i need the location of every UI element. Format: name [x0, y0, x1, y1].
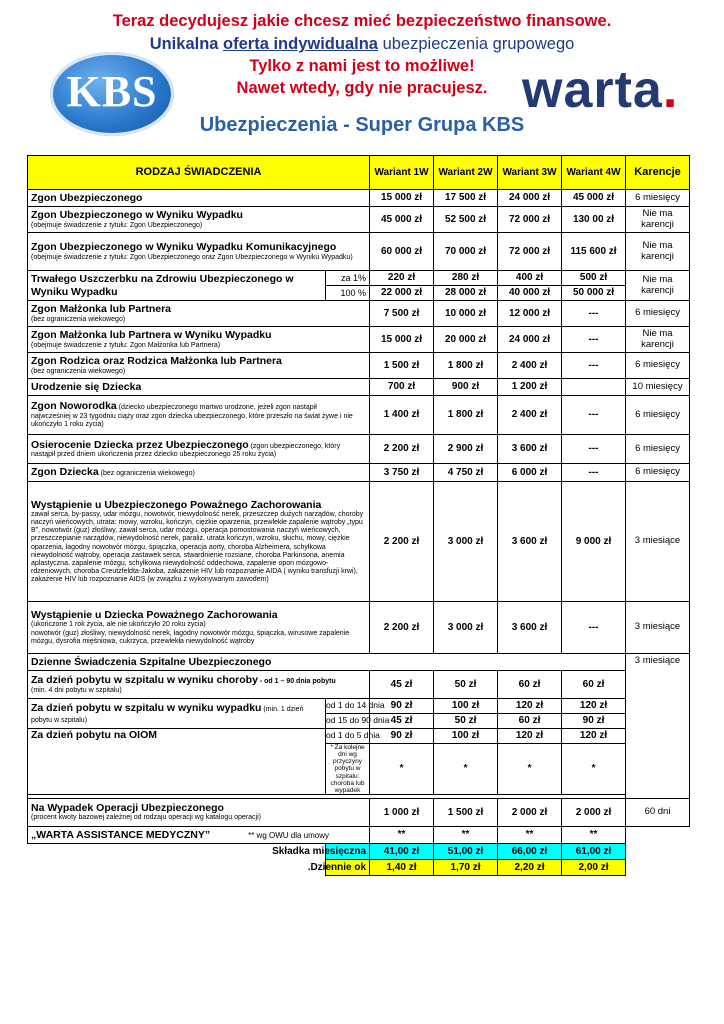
row-note: zawał serca, by-passy, udar mózgu, nowotwór, niewydolność nerek, przeszczep dużych narządów, choroby naczyń wieńcowych, utrata: mowy, wzroku, kończyn, ciężkie oparzenia, przewlekłe zapalenie wątroby „typu B”, nowotwór (guz) złośliwy, zawał serca, udar mózgu, operacja pomostowania naczyń wieńcowych, przeszczepianie narządów, niewydolność nerek, paraliż, utrata kończyn, wzroku, słuchu, mowy, ciężkie oparzenia, łagodny nowotwór mózgu, śpiączka, operacja aorty, choroba Alzheimera, schyłkowa niewydolność wątroby, operacja zastawek serca, stwardnienie rozsiane, choroba Parkinsona, anemia aplastyczna, zapalenie mózgu, schyłkowa niewydolność oddechowa, zapalenie opon mózgowo-rdzeniowych, choroba Creutzfeldta-Jakoba, zakażenie HIV lub rozpoznanie AIDA ( wyniku transfuzji krwi), zakażenie HIV lub rozpoznanie AIDS (w związku z wykonywanym zawodem): [31, 511, 364, 583]
row-title: Urodzenie się Dziecka: [31, 380, 142, 393]
cell-karencja: 10 miesięcy: [626, 379, 690, 396]
headline-3: Tylko z nami jest to możliwe!: [249, 57, 475, 75]
row-title: Trwałego Uszczerbku na Zdrowiu Ubezpieczonego w Wyniku Wypadku: [31, 272, 294, 298]
cell-karencja: 6 miesięcy: [626, 190, 690, 207]
row-title: Zgon Ubezpieczonego: [31, 191, 143, 204]
page-title: Ubezpieczenia - Super Grupa KBS: [199, 114, 525, 136]
cell-w1: 45 zł: [370, 714, 434, 729]
benefits-table: [27, 155, 690, 876]
cell-unit: 100 %: [326, 286, 370, 301]
row-note: (obejmuje świadczenie z tytułu: Zgon Małżonka lub Partnera): [31, 341, 221, 349]
cell-w1: 15 000 zł: [370, 190, 434, 207]
cell-w3: 40 000 zł: [498, 286, 562, 301]
kbs-logo-text: KBS: [66, 67, 158, 116]
row-label: [28, 271, 326, 301]
row-label: [28, 729, 326, 795]
row-label: [28, 464, 370, 482]
cell-w3: 120 zł: [498, 729, 562, 744]
table-row: [28, 233, 690, 271]
table-row: [28, 327, 690, 353]
table-row: [28, 301, 690, 327]
header-w1: Wariant 1W: [370, 156, 434, 190]
cell-w4: 45 000 zł: [562, 190, 626, 207]
row-label: [28, 435, 370, 464]
cell-w4: *: [562, 744, 626, 795]
row-title: Zgon Ubezpieczonego w Wyniku Wypadku: [31, 209, 243, 222]
cell-w2: 3 000 zł: [434, 482, 498, 602]
row-label: [28, 190, 370, 207]
row-label: [28, 482, 370, 602]
cell-w1: 3 750 zł: [370, 464, 434, 482]
row-note: nastąpił przed dniem ukończenia przez dziecko ubezpieczonego 25 roku życia): [31, 451, 277, 459]
cell-w3: 3 600 zł: [498, 482, 562, 602]
row-note: ** wg OWU dla umowy: [248, 830, 330, 840]
row-label: [28, 798, 370, 826]
row-title: „WARTA ASSISTANCE MEDYCZNY”: [31, 828, 211, 841]
cell-karencja: Nie ma karencji: [626, 271, 690, 301]
cell-unit: za 1%: [326, 271, 370, 286]
headline-2-b: oferta indywidualna: [223, 35, 378, 53]
cell-w3: 72 000 zł: [498, 207, 562, 233]
daily-label: Dziennie ok.: [326, 859, 370, 875]
cell-w4: 115 600 zł: [562, 233, 626, 271]
cell-w3: 2 000 zł: [498, 798, 562, 826]
cell-w4: ---: [562, 396, 626, 435]
cell-w3: 72 000 zł: [498, 233, 562, 271]
row-title: Zgon Noworodka: [31, 400, 117, 413]
cell-period: od 15 do 90 dnia: [326, 714, 370, 729]
cell-w2: 50 zł: [434, 714, 498, 729]
row-note: (min. 1 dzień pobytu w szpitalu): [31, 705, 304, 724]
daily-w4: 2,00 zł: [562, 859, 626, 875]
cell-w2: 900 zł: [434, 379, 498, 396]
warta-logo: [522, 60, 678, 120]
cell-w1: 7 500 zł: [370, 301, 434, 327]
daily-w1: 1,40 zł: [370, 859, 434, 875]
cell-w1: 45 zł: [370, 671, 434, 699]
row-label: [28, 353, 370, 379]
table-row: [28, 729, 690, 744]
table-row: [28, 435, 690, 464]
cell-w1: 1 500 zł: [370, 353, 434, 379]
premium-w4: 61,00 zł: [562, 843, 626, 859]
cell-w4: 90 zł: [562, 714, 626, 729]
empty-cell: [626, 843, 690, 859]
row-note: (min. 4 dni pobytu w szpitalu): [31, 686, 122, 694]
row-title: Zgon Dziecka: [31, 466, 99, 479]
row-title: Na Wypadek Operacji Ubezpieczonego: [31, 802, 224, 815]
row-note: (dziecko ubezpieczonego martwo urodzone, jeżeli zgon nastąpił: [116, 404, 317, 412]
cell-w2: 50 zł: [434, 671, 498, 699]
cell-w4: ---: [562, 353, 626, 379]
empty-cell: [626, 826, 690, 843]
cell-w4: 500 zł: [562, 271, 626, 286]
cell-karencja: 3 miesiące: [626, 602, 690, 654]
premium-label: Składka miesięczna: [326, 843, 370, 859]
cell-w4: **: [562, 826, 626, 843]
table-row: [28, 798, 690, 826]
cell-w1: 45 000 zł: [370, 207, 434, 233]
warta-logo-text: warta: [522, 61, 663, 119]
cell-w4: 50 000 zł: [562, 286, 626, 301]
cell-period: od 1 do 5 dnia: [326, 729, 370, 744]
cell-w2: 3 000 zł: [434, 602, 498, 654]
cell-w1: *: [370, 744, 434, 795]
cell-w3: *: [498, 744, 562, 795]
cell-w3: 3 600 zł: [498, 435, 562, 464]
empty-cell: [626, 859, 690, 875]
table-row: [28, 353, 690, 379]
row-label: [28, 301, 370, 327]
cell-w4: ---: [562, 464, 626, 482]
cell-period: od 1 do 14 dnia: [326, 699, 370, 714]
premium-w2: 51,00 zł: [434, 843, 498, 859]
table-row: [28, 464, 690, 482]
row-label: [28, 699, 326, 729]
cell-w1: 700 zł: [370, 379, 434, 396]
cell-w4: ---: [562, 602, 626, 654]
daily-w3: 2,20 zł: [498, 859, 562, 875]
cell-karencja: 6 miesięcy: [626, 435, 690, 464]
cell-w2: 2 900 zł: [434, 435, 498, 464]
cell-w2: *: [434, 744, 498, 795]
cell-w3: 12 000 zł: [498, 301, 562, 327]
daily-w2: 1,70 zł: [434, 859, 498, 875]
row-note: (obejmuje świadczenie z tytułu: Zgon Ubezpieczonego oraz Zgon Ubezpieczonego w Wyniku Wypadku): [31, 253, 353, 261]
table-row: [28, 207, 690, 233]
daily-spacer: [28, 859, 326, 875]
header-karencje: Karencje: [626, 156, 690, 190]
row-title: Za dzień pobytu w szpitalu w wyniku wypadku: [31, 701, 262, 714]
cell-w2: 70 000 zł: [434, 233, 498, 271]
header-rodzaj: RODZAJ ŚWIADCZENIA: [28, 156, 370, 190]
cell-karencja: 6 miesięcy: [626, 301, 690, 327]
row-label: [28, 602, 370, 654]
cell-w3: 2 400 zł: [498, 396, 562, 435]
cell-karencja: 3 miesiące: [626, 654, 690, 799]
table-row: [28, 396, 690, 435]
cell-w1: 220 zł: [370, 271, 434, 286]
cell-w2: **: [434, 826, 498, 843]
table-row: [28, 654, 690, 671]
cell-w3: **: [498, 826, 562, 843]
cell-karencja: 6 miesięcy: [626, 464, 690, 482]
cell-w3: 6 000 zł: [498, 464, 562, 482]
cell-w4: [562, 379, 626, 396]
cell-w4: ---: [562, 301, 626, 327]
premium-w1: 41,00 zł: [370, 843, 434, 859]
cell-w1: 15 000 zł: [370, 327, 434, 353]
row-note: (bez ograniczenia wiekowego): [31, 315, 126, 323]
cell-w1: 1 000 zł: [370, 798, 434, 826]
cell-karencja: Nie ma karencji: [626, 233, 690, 271]
cell-w3: 3 600 zł: [498, 602, 562, 654]
row-label: [28, 327, 370, 353]
cell-w1: 22 000 zł: [370, 286, 434, 301]
cell-w3: 2 400 zł: [498, 353, 562, 379]
row-title: Wystąpienie u Ubezpieczonego Poważnego Zachorowania: [31, 499, 322, 512]
headline-2-c: ubezpieczenia grupowego: [377, 35, 575, 53]
row-label: [28, 826, 370, 843]
cell-w4: 120 zł: [562, 699, 626, 714]
cell-w4: 60 zł: [562, 671, 626, 699]
table-header: [28, 156, 690, 190]
cell-note: * Za kolejne dni wg przyczyny pobytu w szpitalu: choroba lub wypadek: [326, 744, 370, 795]
cell-w3: 60 zł: [498, 671, 562, 699]
table-row: [28, 826, 690, 843]
cell-w1: 60 000 zł: [370, 233, 434, 271]
table-row: [28, 482, 690, 602]
table-row: [28, 271, 690, 286]
cell-w3: 24 000 zł: [498, 190, 562, 207]
row-note: najwcześniej w 23 tygodniu ciąży oraz zgon dziecka ubezpieczonego, które przeszło na świat żywe i nie ukończyło 1 roku życia): [31, 413, 353, 429]
cell-w3: 1 200 zł: [498, 379, 562, 396]
row-note: (procent kwoty bazowej zależnej od rodzaju operacji wg katalogu operacji): [31, 814, 261, 822]
cell-karencja: Nie ma karencji: [626, 207, 690, 233]
cell-w1: 2 200 zł: [370, 602, 434, 654]
cell-w1: 90 zł: [370, 729, 434, 744]
headline-4: Nawet wtedy, gdy nie pracujesz.: [236, 79, 488, 97]
cell-karencja: 60 dni: [626, 798, 690, 826]
row-title: Zgon Małżonka lub Partnera: [31, 303, 172, 316]
headline-1: Teraz decydujesz jakie chcesz mieć bezpieczeństwo finansowe.: [112, 12, 612, 30]
row-note: (obejmuje świadczenie z tytułu: Zgon Ubezpieczonego): [31, 221, 203, 229]
row-label: [28, 396, 370, 435]
row-label: [28, 207, 370, 233]
cell-w2: 1 500 zł: [434, 798, 498, 826]
row-title: Osierocenie Dziecka przez Ubezpieczonego: [31, 438, 249, 451]
cell-karencja: 6 miesięcy: [626, 353, 690, 379]
table-row: [28, 190, 690, 207]
warta-logo-dot: .: [662, 61, 679, 119]
cell-w3: 24 000 zł: [498, 327, 562, 353]
row-title: Dzienne Świadczenia Szpitalne Ubezpieczonego: [31, 655, 272, 668]
cell-w1: **: [370, 826, 434, 843]
daily-row: [28, 859, 690, 875]
cell-w4: 2 000 zł: [562, 798, 626, 826]
cell-w1: 2 200 zł: [370, 482, 434, 602]
cell-karencja: Nie ma karencji: [626, 327, 690, 353]
row-note: (bez ograniczenia wiekowego): [31, 367, 126, 375]
cell-w2: 20 000 zł: [434, 327, 498, 353]
cell-w2: 4 750 zł: [434, 464, 498, 482]
row-label: [28, 379, 370, 396]
cell-w1: 90 zł: [370, 699, 434, 714]
cell-w4: 9 000 zł: [562, 482, 626, 602]
cell-w2: 280 zł: [434, 271, 498, 286]
row-title: Zgon Rodzica oraz Rodzica Małżonka lub Partnera: [31, 355, 282, 368]
cell-w3: 60 zł: [498, 714, 562, 729]
premium-spacer: [28, 843, 326, 859]
cell-w1: 1 400 zł: [370, 396, 434, 435]
cell-w2: 10 000 zł: [434, 301, 498, 327]
row-note: (bez ograniczenia wiekowego): [98, 470, 195, 478]
table-row: [28, 602, 690, 654]
cell-w2: 1 800 zł: [434, 353, 498, 379]
row-label: [28, 233, 370, 271]
cell-w2: 100 zł: [434, 729, 498, 744]
table-row: [28, 671, 690, 699]
row-title: Zgon Małżonka lub Partnera w Wyniku Wypadku: [31, 329, 272, 342]
row-title: Zgon Ubezpieczonego w Wyniku Wypadku Komunikacyjnego: [31, 241, 337, 254]
cell-w2: 1 800 zł: [434, 396, 498, 435]
row-title: Wystąpienie u Dziecka Poważnego Zachorowania: [31, 609, 278, 622]
cell-w4: 130 00 zł: [562, 207, 626, 233]
premium-w3: 66,00 zł: [498, 843, 562, 859]
cell-w2: 52 500 zł: [434, 207, 498, 233]
header-w2: Wariant 2W: [434, 156, 498, 190]
cell-w2: 17 500 zł: [434, 190, 498, 207]
row-title: Za dzień pobytu w szpitalu w wyniku choroby: [31, 674, 258, 687]
row-title: Za dzień pobytu na OIOM: [31, 729, 157, 741]
row-title-suffix: - od 1 – 90 dnia pobytu: [257, 678, 336, 686]
table-row: [28, 379, 690, 396]
cell-karencja: 3 miesiące: [626, 482, 690, 602]
header-w4: Wariant 4W: [562, 156, 626, 190]
row-label: [28, 671, 370, 699]
cell-karencja: 6 miesięcy: [626, 396, 690, 435]
row-label: [28, 654, 626, 671]
row-note: (zgon ubezpieczonego, który: [248, 442, 341, 450]
header-w3: Wariant 3W: [498, 156, 562, 190]
cell-w2: 100 zł: [434, 699, 498, 714]
premium-row: [28, 843, 690, 859]
row-note: nowotwór (guz) złośliwy, niewydolność nerek, łagodny nowotwór mózgu, śpiączka, wirusowe zapalenie mózgu, dysrofia mięśniowa, cukrzyca, przewlekła niewydolność wątroby: [31, 629, 350, 645]
headline-2-a: Unikalna: [149, 35, 224, 53]
cell-w3: 120 zł: [498, 699, 562, 714]
table-row: [28, 699, 690, 714]
cell-w4: ---: [562, 435, 626, 464]
cell-w4: ---: [562, 327, 626, 353]
row-note: (ukończone 1 rok życia, ale nie ukończyło 20 roku życia): [31, 621, 206, 629]
cell-w1: 2 200 zł: [370, 435, 434, 464]
cell-w3: 400 zł: [498, 271, 562, 286]
cell-w2: 28 000 zł: [434, 286, 498, 301]
cell-w4: 120 zł: [562, 729, 626, 744]
